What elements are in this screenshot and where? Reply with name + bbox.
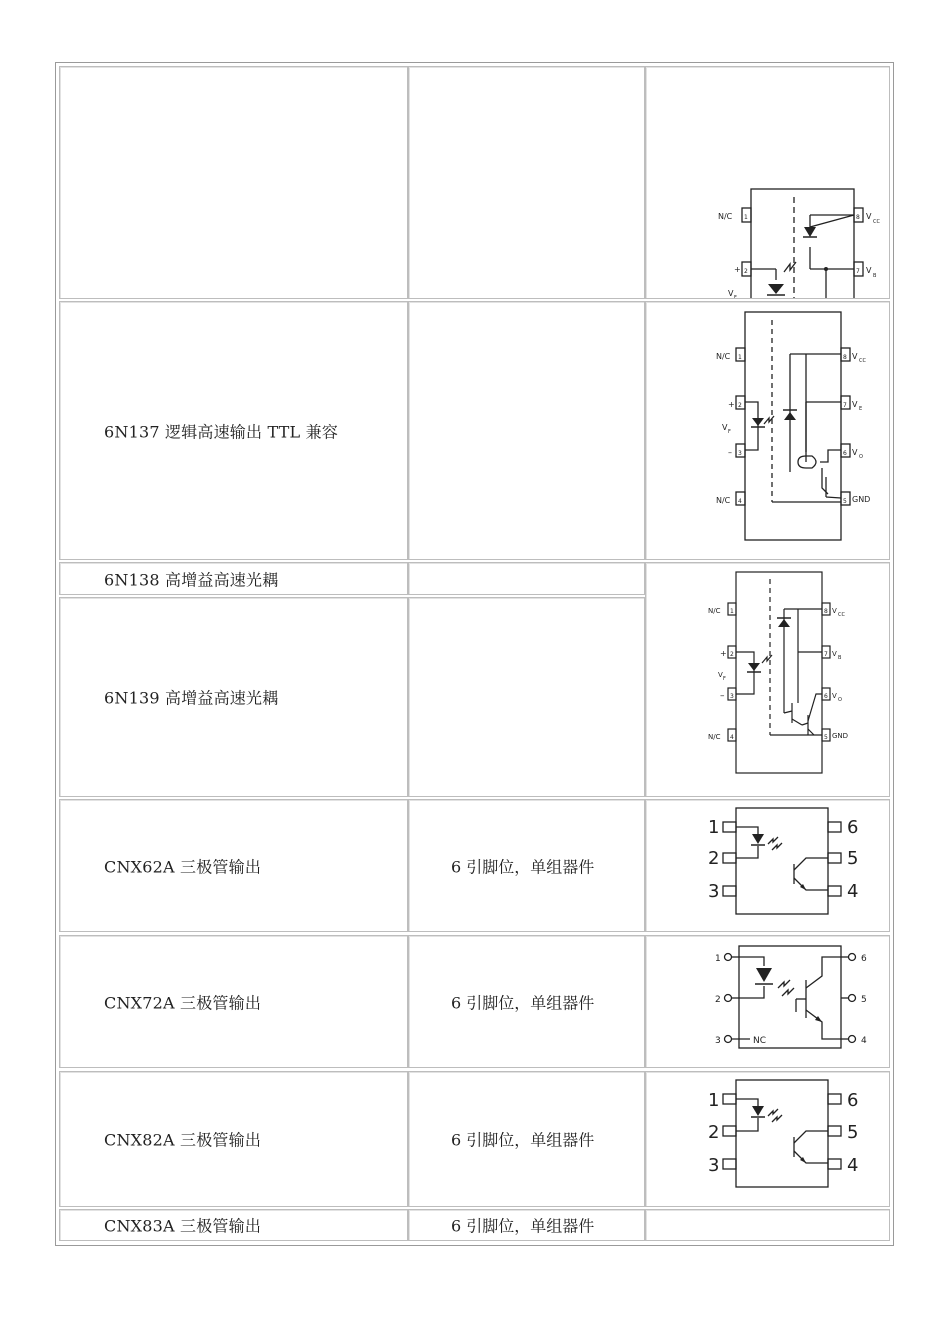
table-cell-part bbox=[59, 799, 408, 932]
pin-label: + bbox=[728, 400, 735, 409]
pin-number: 5 bbox=[847, 1122, 859, 1143]
pin-label: O bbox=[859, 454, 863, 460]
part-name: 6N139 高增益高速光耦 bbox=[104, 688, 279, 708]
pin-label: V bbox=[718, 671, 723, 679]
table-cell-desc bbox=[408, 935, 645, 1068]
pin-number: 5 bbox=[847, 848, 859, 869]
pin-label: F bbox=[723, 676, 726, 682]
pin-label: N/C bbox=[708, 607, 721, 615]
table-cell-diagram bbox=[645, 935, 890, 1068]
svg-text:2: 2 bbox=[738, 402, 742, 409]
svg-text:4: 4 bbox=[738, 498, 742, 505]
part-name: CNX82A 三极管输出 bbox=[104, 1130, 262, 1150]
svg-text:8: 8 bbox=[824, 608, 828, 615]
pin-number: 2 bbox=[708, 1122, 720, 1143]
optocoupler-6pin-transistor-pinout-icon bbox=[646, 800, 891, 933]
part-description: 6 引脚位，单组器件 bbox=[451, 857, 595, 876]
pin-number: 5 bbox=[861, 995, 867, 1005]
table-cell-desc bbox=[408, 1209, 645, 1241]
part-description: 6 引脚位，单组器件 bbox=[451, 1130, 595, 1150]
part-name: CNX72A 三极管输出 bbox=[104, 993, 262, 1012]
svg-text:2: 2 bbox=[730, 651, 734, 658]
part-name: CNX62A 三极管输出 bbox=[104, 857, 262, 876]
pin-label: N/C bbox=[708, 733, 721, 741]
table-cell-desc bbox=[408, 597, 645, 797]
table-cell-diagram bbox=[645, 1071, 890, 1207]
table-cell-desc bbox=[408, 66, 645, 299]
pin-label: F bbox=[728, 429, 731, 435]
pin-label: O bbox=[838, 697, 842, 703]
svg-text:2: 2 bbox=[744, 268, 748, 275]
pin-label: B bbox=[873, 273, 877, 279]
table-cell-part bbox=[59, 597, 408, 797]
svg-text:8: 8 bbox=[856, 214, 860, 221]
pin-label: V bbox=[832, 692, 837, 700]
pin-label: GND bbox=[852, 495, 871, 504]
pin-number: 4 bbox=[847, 881, 859, 902]
pin-label: + bbox=[720, 649, 727, 658]
table-cell-diagram bbox=[645, 301, 890, 560]
pin-label: E bbox=[859, 406, 863, 412]
svg-text:6: 6 bbox=[824, 693, 828, 700]
pin-label: + bbox=[734, 265, 741, 274]
part-description: 6 引脚位，单组器件 bbox=[451, 993, 595, 1012]
svg-text:7: 7 bbox=[843, 402, 847, 409]
pin-label: V bbox=[866, 266, 872, 275]
pin-number: 3 bbox=[708, 881, 720, 902]
pin-label: CC bbox=[859, 358, 866, 364]
svg-text:4: 4 bbox=[730, 734, 734, 741]
pin-number: 2 bbox=[715, 995, 721, 1005]
pin-label: – bbox=[720, 691, 725, 701]
table-cell-diagram bbox=[645, 66, 890, 299]
pin-number: 4 bbox=[861, 1036, 867, 1046]
part-name: CNX83A 三极管输出 bbox=[104, 1216, 262, 1236]
pin-label: V bbox=[852, 448, 858, 457]
pin-label: N/C bbox=[716, 352, 731, 361]
pin-label: F bbox=[734, 295, 737, 299]
optocoupler-6pin-transistor-nc-pinout-icon bbox=[646, 936, 891, 1069]
svg-text:1: 1 bbox=[738, 354, 742, 361]
pin-label: V bbox=[866, 212, 872, 221]
pin-label: GND bbox=[832, 732, 849, 740]
optocoupler-8pin-photodiode-pinout-icon bbox=[646, 67, 890, 299]
optocoupler-8pin-darlington-pinout-icon bbox=[646, 563, 891, 798]
pin-number: 3 bbox=[708, 1155, 720, 1176]
pin-label: V bbox=[728, 289, 734, 298]
pin-number: 6 bbox=[861, 954, 867, 964]
pin-number: 4 bbox=[847, 1155, 859, 1176]
table-cell-part bbox=[59, 1209, 408, 1241]
table-cell-desc bbox=[408, 799, 645, 932]
svg-text:1: 1 bbox=[730, 608, 734, 615]
pin-label: NC bbox=[753, 1036, 767, 1046]
part-description: 6 引脚位，单组器件 bbox=[451, 1216, 595, 1236]
svg-text:8: 8 bbox=[843, 354, 847, 361]
table-cell-diagram bbox=[645, 562, 890, 797]
svg-text:5: 5 bbox=[824, 734, 828, 741]
pin-label: B bbox=[838, 655, 842, 661]
pin-label: V bbox=[852, 352, 858, 361]
pin-label: V bbox=[722, 423, 728, 432]
optocoupler-6pin-transistor-pinout-icon bbox=[646, 1072, 891, 1208]
optocoupler-8pin-logic-gate-pinout-icon bbox=[646, 302, 891, 561]
pin-number: 3 bbox=[715, 1036, 721, 1046]
table-cell-part bbox=[59, 562, 408, 595]
svg-text:3: 3 bbox=[738, 450, 742, 457]
pin-number: 6 bbox=[847, 1090, 859, 1111]
table-cell-part bbox=[59, 935, 408, 1068]
pin-label: N/C bbox=[716, 496, 731, 505]
table-cell-desc bbox=[408, 1071, 645, 1207]
pin-number: 2 bbox=[708, 848, 720, 869]
svg-text:7: 7 bbox=[856, 268, 860, 275]
table-cell-part bbox=[59, 66, 408, 299]
pin-label: N/C bbox=[718, 212, 733, 221]
svg-text:6: 6 bbox=[843, 450, 847, 457]
pin-number: 1 bbox=[708, 817, 720, 838]
svg-text:7: 7 bbox=[824, 651, 828, 658]
pin-label: CC bbox=[838, 612, 845, 618]
pin-label: V bbox=[832, 607, 837, 615]
table-cell-diagram bbox=[645, 1209, 890, 1241]
pin-label: V bbox=[832, 650, 837, 658]
pin-label: – bbox=[728, 448, 732, 457]
svg-text:1: 1 bbox=[744, 214, 748, 221]
table-cell-part bbox=[59, 301, 408, 560]
svg-text:3: 3 bbox=[730, 693, 734, 700]
pin-number: 6 bbox=[847, 817, 859, 838]
pin-label: CC bbox=[873, 219, 880, 225]
part-name: 6N137 逻辑高速输出 TTL 兼容 bbox=[104, 422, 339, 441]
table-cell-desc bbox=[408, 562, 645, 595]
table-cell-desc bbox=[408, 301, 645, 560]
table-cell-diagram bbox=[645, 799, 890, 932]
pin-number: 1 bbox=[708, 1090, 720, 1111]
table-cell-part bbox=[59, 1071, 408, 1207]
svg-text:5: 5 bbox=[843, 498, 847, 505]
part-name: 6N138 高增益高速光耦 bbox=[104, 570, 279, 589]
pin-label: V bbox=[852, 400, 858, 409]
pin-number: 1 bbox=[715, 954, 721, 964]
